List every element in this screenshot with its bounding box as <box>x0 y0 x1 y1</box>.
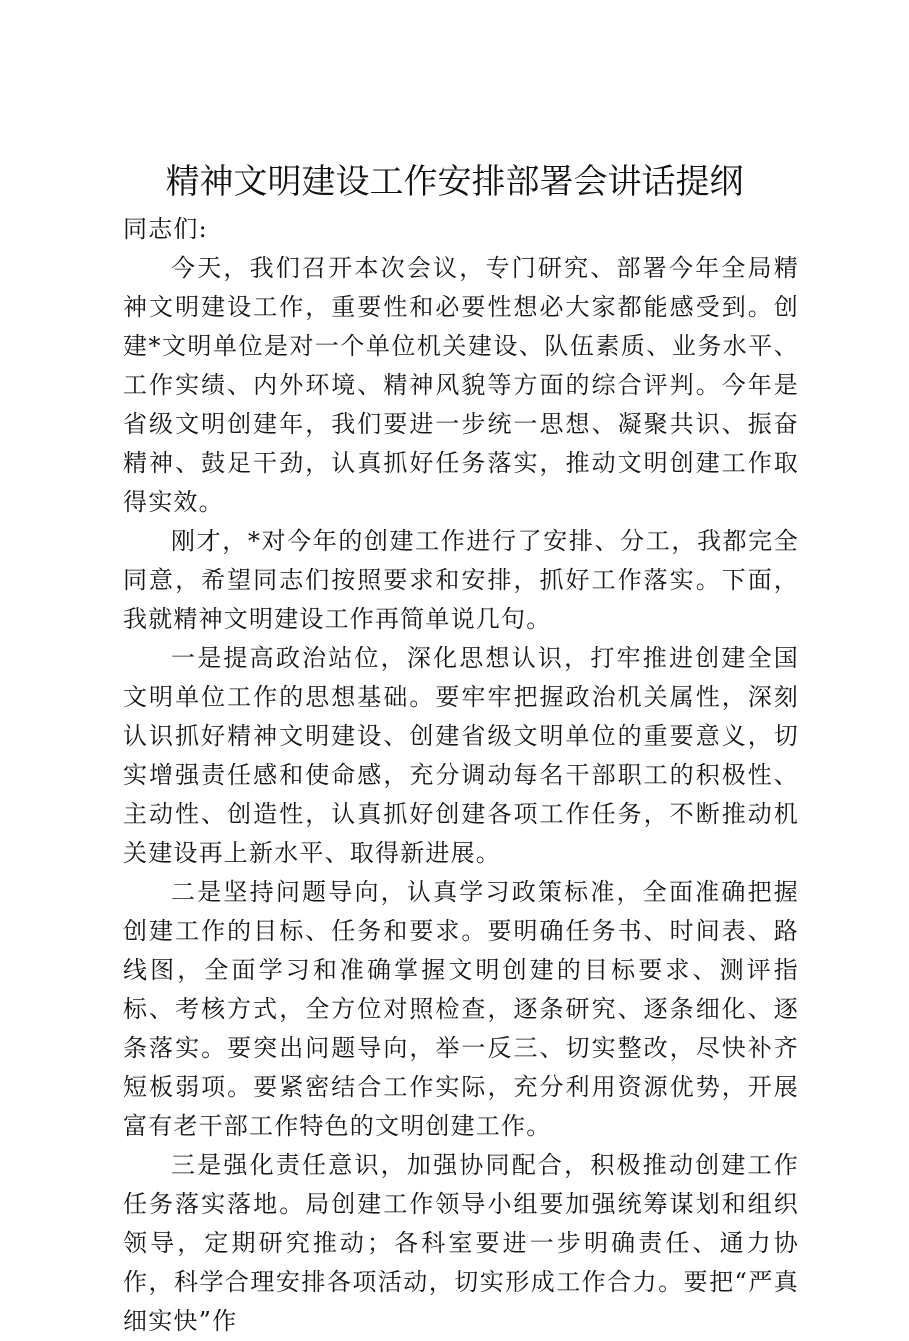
paragraph-point-two: 二是坚持问题导向，认真学习政策标准，全面准确把握创建工作的目标、任务和要求。要明确任务书、时间表、路线图，全面学习和准确掌握文明创建的目标要求、测评指标、考核方式，全方位对照检查，逐条研究、逐条细化、逐条落实。要突出问题导向，举一反三、切实整改，尽快补齐短板弱项。要紧密结合工作实际，充分利用资源优势，开展富有老干部工作特色的文明创建工作。 <box>123 878 799 1140</box>
document-title: 精神文明建设工作安排部署会讲话提纲 <box>165 162 744 202</box>
paragraph-point-one: 一是提高政治站位，深化思想认识，打牢推进创建全国文明单位工作的思想基础。要牢牢把握政治机关属性，深刻认识抓好精神文明建设、创建省级文明单位的重要意义，切实增强责任感和使命感，充分调动每名干部职工的积极性、主动性、创造性，认真抓好创建各项工作任务，不断推动机关建设再上新水平、取得新进展。 <box>123 644 799 867</box>
document-body <box>123 210 799 1341</box>
paragraph-transition: 刚才，*对今年的创建工作进行了安排、分工，我都完全同意，希望同志们按照要求和安排，抓好工作落实。下面，我就精神文明建设工作再简单说几句。 <box>123 527 799 633</box>
paragraph-point-three: 三是强化责任意识，加强协同配合，积极推动创建工作任务落实落地。局创建工作领导小组要加强统筹谋划和组织领导，定期研究推动；各科室要进一步明确责任、通力协作，科学合理安排各项活动，切实形成工作合力。要把“严真细实快”作 <box>123 1151 799 1335</box>
salutation: 同志们: <box>123 215 208 243</box>
paragraph-opening: 今天，我们召开本次会议，专门研究、部署今年全局精神文明建设工作，重要性和必要性想必大家都能感受到。创建*文明单位是对一个单位机关建设、队伍素质、业务水平、工作实绩、内外环境、精神风貌等方面的综合评判。今年是省级文明创建年，我们要进一步统一思想、凝聚共识、振奋精神、鼓足干劲，认真抓好任务落实，推动文明创建工作取得实效。 <box>123 254 799 516</box>
